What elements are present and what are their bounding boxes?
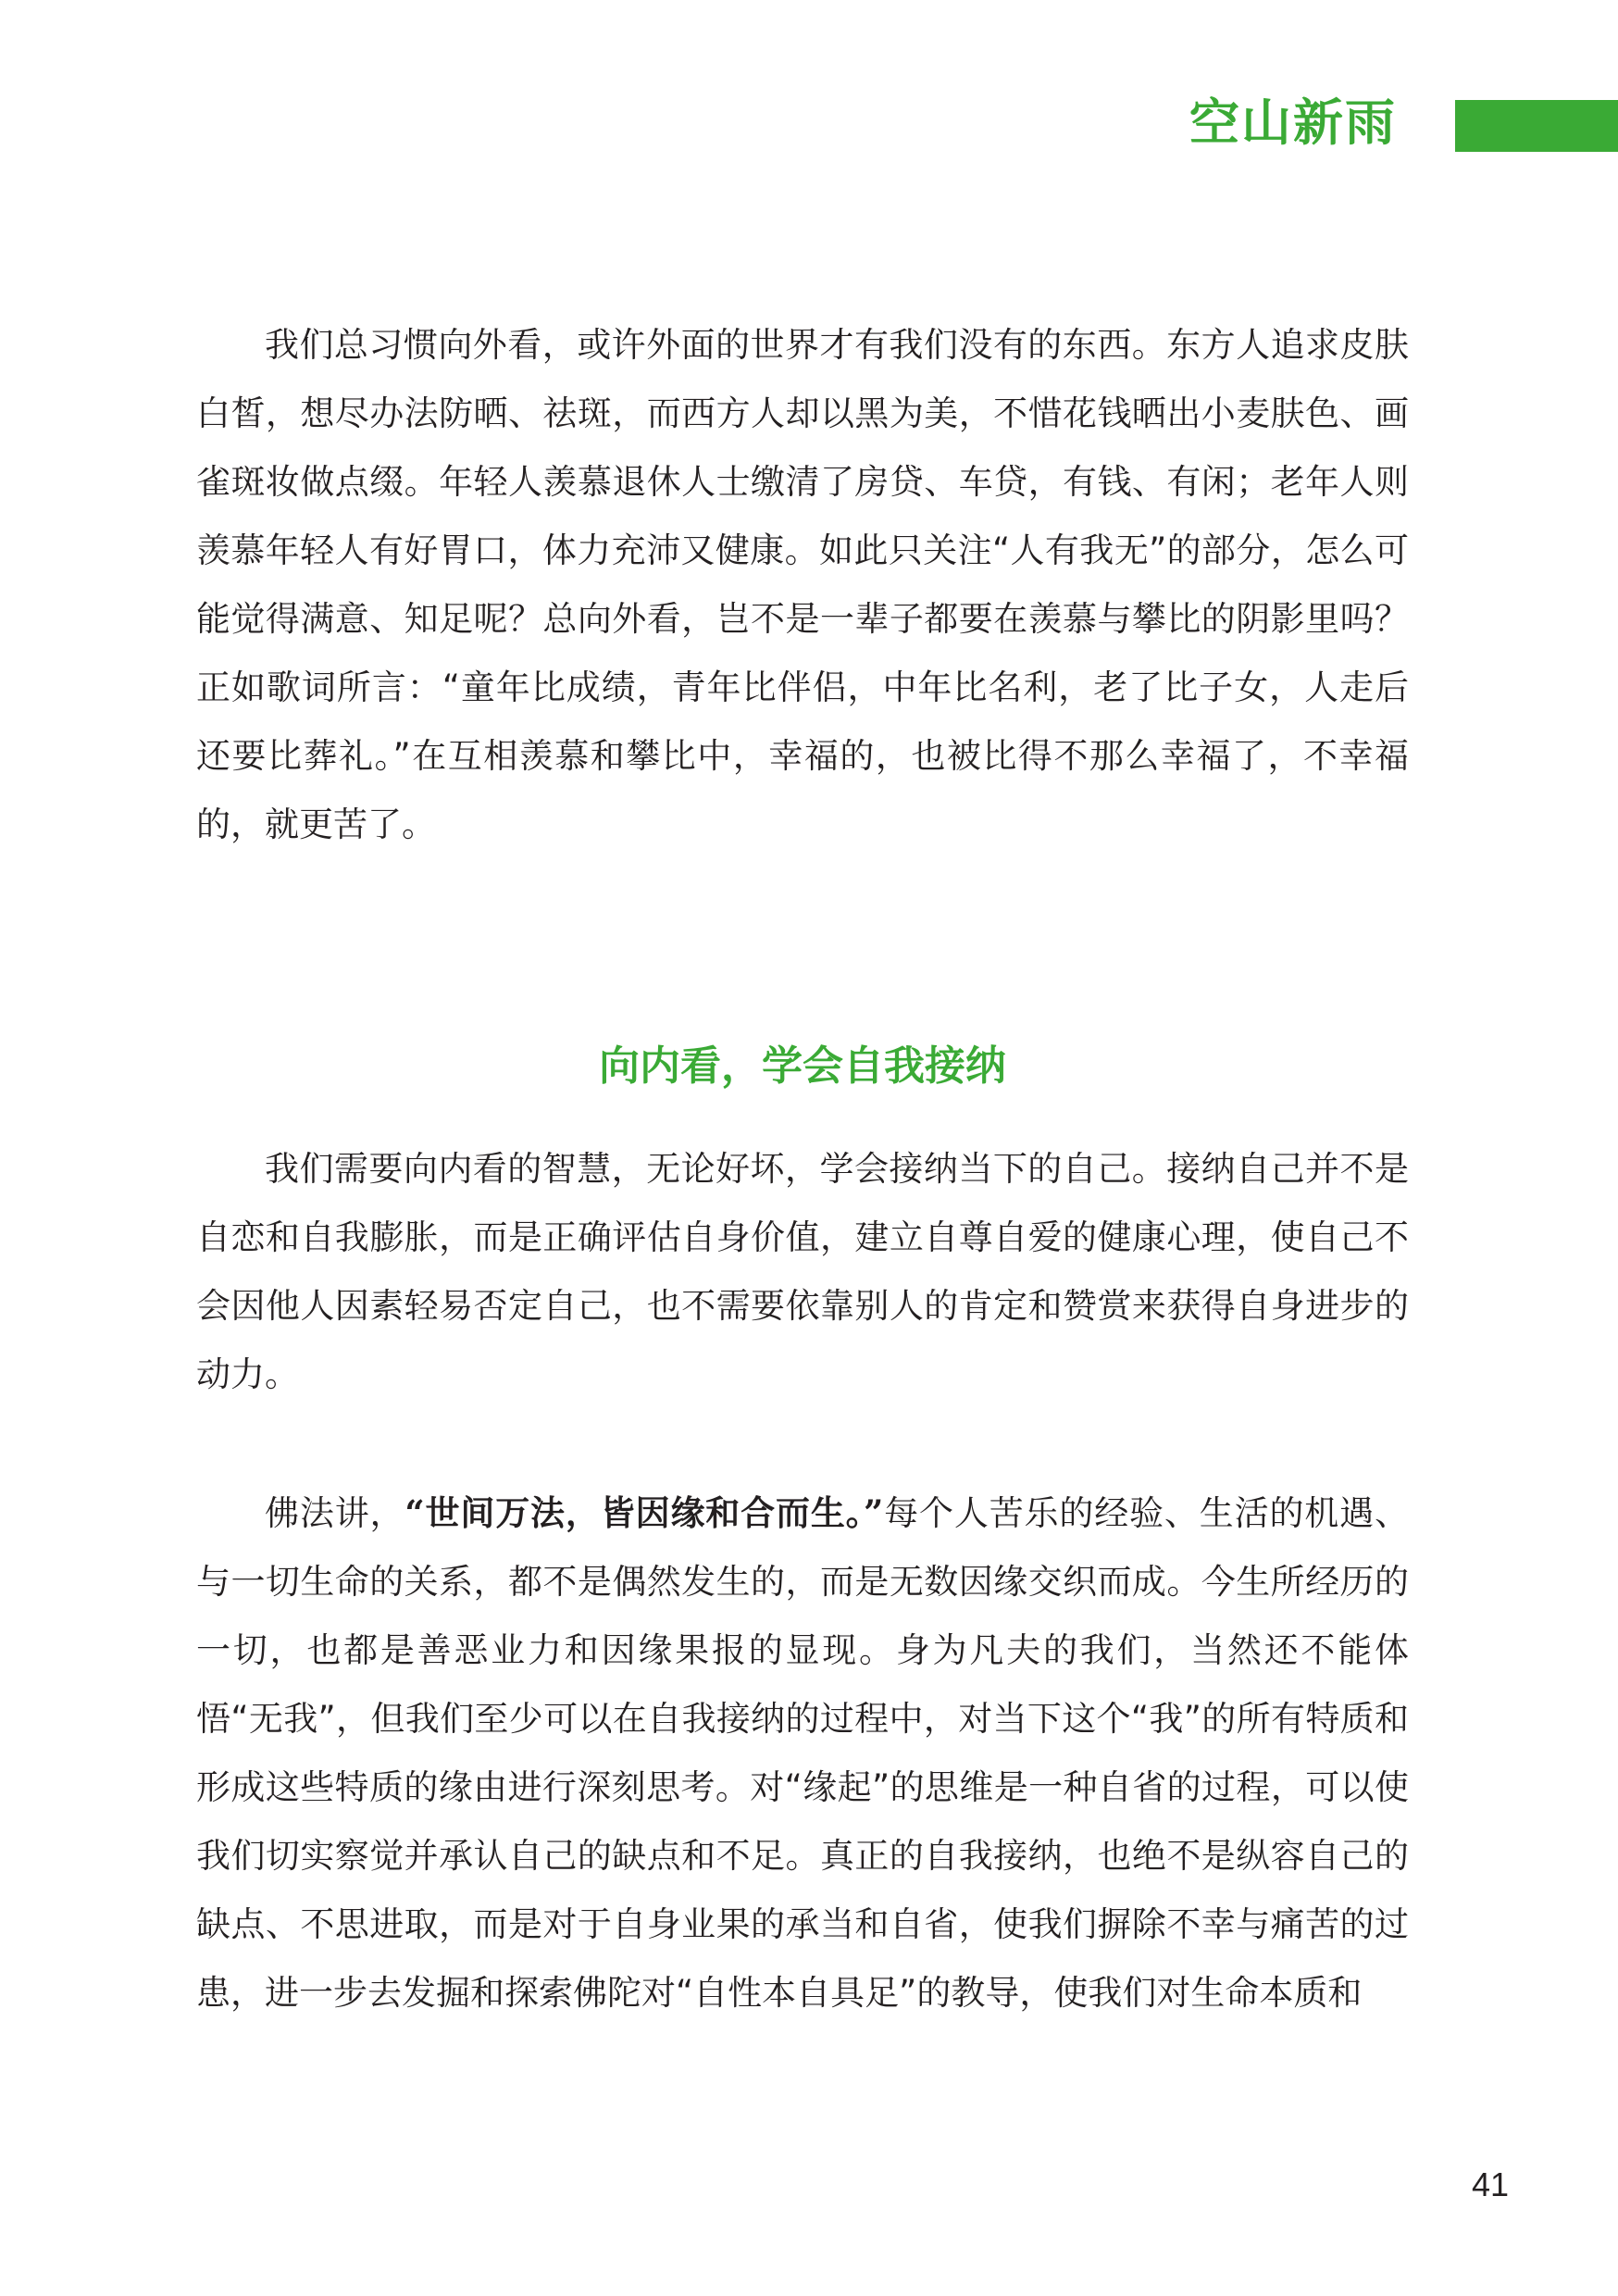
body-paragraph-3 — [196, 1479, 1409, 2028]
paragraph-3-lead: 佛法讲， — [265, 1493, 405, 1533]
buddhist-quote: “世间万法，皆因缘和合而生。” — [404, 1492, 884, 1533]
header-accent-bar — [1455, 100, 1618, 152]
page-number: 41 — [1472, 2165, 1510, 2203]
running-header-title: 空山新雨 — [1189, 94, 1397, 152]
section-heading: 向内看，学会自我接纳 — [599, 1042, 1006, 1090]
body-paragraph-1: 我们总习惯向外看，或许外面的世界才有我们没有的东西。东方人追求皮肤白皙，想尽办法防晒、祛斑，而西方人却以黑为美，不惜花钱晒出小麦肤色、画雀斑妆做点缀。年轻人羡慕退休人士缴清了房贷、车贷，有钱、有闲；老年人则羡慕年轻人有好胃口，体力充沛又健康。如此只关注“人有我无”的部分，怎么可能觉得满意、知足呢？总向外看，岂不是一辈子都要在羡慕与攀比的阴影里吗？正如歌词所言：“童年比成绩，青年比伴侣，中年比名利，老了比子女，人走后还要比葬礼。”在互相羡慕和攀比中，幸福的，也被比得不那么幸福了，不幸福的，就更苦了。 — [196, 325, 1409, 844]
paragraph-3-text: 每个人苦乐的经验、生活的机遇、与一切生命的关系，都不是偶然发生的，而是无数因缘交织而成。今生所经历的一切，也都是善恶业力和因缘果报的显现。身为凡夫的我们，当然还不能体悟“无我”，但我们至少可以在自我接纳的过程中，对当下这个“我”的所有特质和形成这些特质的缘由进行深刻思考。对“缘起”的思维是一种自省的过程，可以使我们切实察觉并承认自己的缺点和不足。真正的自我接纳，也绝不是纵容自己的缺点、不思进取，而是对于自身业果的承当和自省，使我们摒除不幸与痛苦的过患，进一步去发掘和探索佛陀对“自性本自具足”的教导，使我们对生命本质和 — [196, 1493, 1410, 2013]
body-paragraph-2: 我们需要向内看的智慧，无论好坏，学会接纳当下的自己。接纳自己并不是自恋和自我膨胀，而是正确评估自身价值，建立自尊自爱的健康心理，使自己不会因他人因素轻易否定自己，也不需要依靠别人的肯定和赞赏来获得自身进步的动力。 — [196, 1149, 1409, 1394]
